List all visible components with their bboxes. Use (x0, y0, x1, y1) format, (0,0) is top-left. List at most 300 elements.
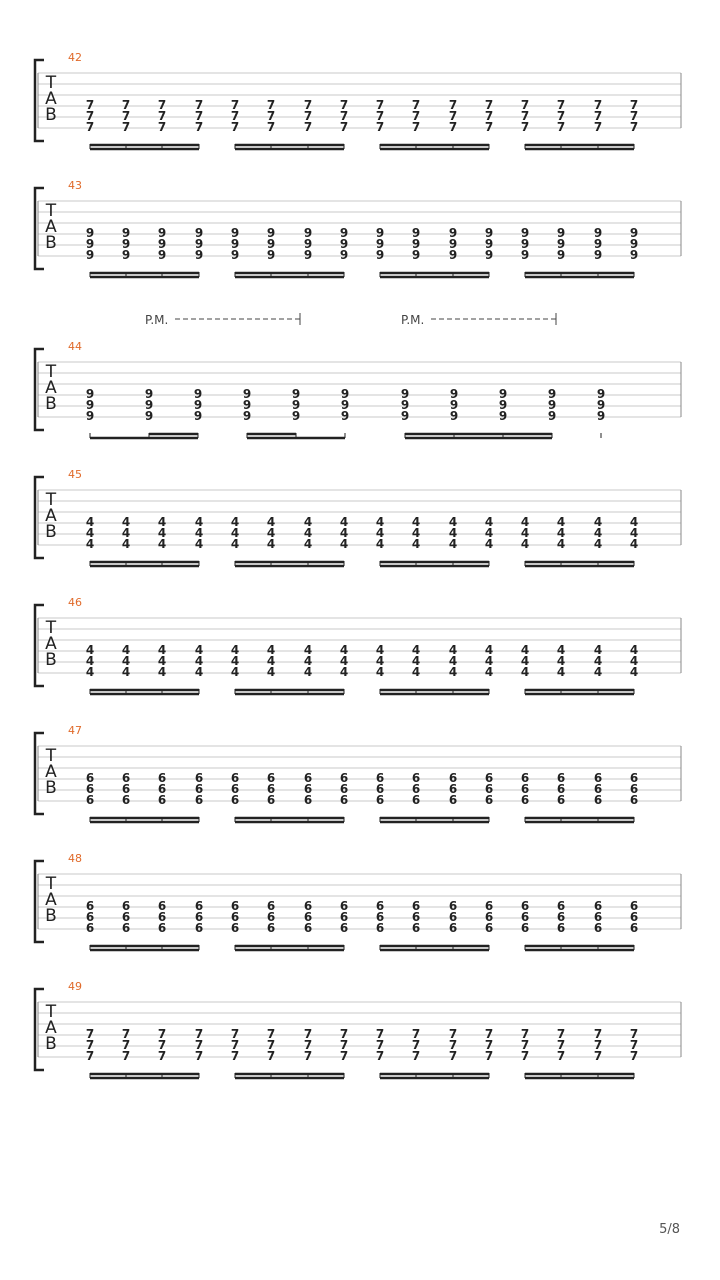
fret-number: 6 (411, 793, 421, 807)
fret-number: 9 (85, 398, 95, 412)
fret-number: 9 (484, 248, 494, 262)
fret-number: 4 (194, 665, 204, 679)
fret-number: 6 (556, 782, 566, 796)
fret-number: 4 (375, 515, 385, 529)
fret-number: 7 (593, 1038, 603, 1052)
fret-number: 9 (411, 237, 421, 251)
fret-number: 7 (194, 1049, 204, 1063)
fret-number: 4 (194, 643, 204, 657)
fret-number: 7 (448, 109, 458, 123)
fret-number: 4 (556, 654, 566, 668)
fret-number: 6 (593, 921, 603, 935)
fret-number: 4 (230, 654, 240, 668)
fret-number: 4 (230, 526, 240, 540)
fret-number: 4 (121, 654, 131, 668)
fret-number: 7 (520, 120, 530, 134)
fret-number: 6 (121, 910, 131, 924)
fret-number: 9 (230, 226, 240, 240)
fret-number: 4 (520, 537, 530, 551)
tab-clef-letter: B (45, 778, 57, 798)
fret-number: 9 (85, 409, 95, 423)
fret-number: 4 (85, 515, 95, 529)
fret-number: 7 (266, 109, 276, 123)
fret-number: 9 (547, 398, 557, 412)
fret-number: 9 (339, 237, 349, 251)
fret-number: 7 (303, 1027, 313, 1041)
fret-number: 7 (85, 120, 95, 134)
fret-number: 6 (484, 910, 494, 924)
fret-number: 6 (556, 899, 566, 913)
fret-number: 7 (339, 1038, 349, 1052)
fret-number: 4 (157, 537, 167, 551)
fret-number: 6 (375, 899, 385, 913)
fret-number: 9 (340, 409, 350, 423)
fret-number: 7 (411, 1038, 421, 1052)
fret-number: 4 (448, 643, 458, 657)
fret-number: 6 (629, 793, 639, 807)
fret-number: 7 (520, 98, 530, 112)
fret-number: 9 (547, 409, 557, 423)
fret-number: 7 (194, 1038, 204, 1052)
fret-number: 9 (593, 248, 603, 262)
fret-number: 6 (593, 782, 603, 796)
fret-number: 9 (449, 387, 459, 401)
fret-number: 9 (266, 248, 276, 262)
fret-number: 4 (339, 654, 349, 668)
palm-mute-label: P.M. (145, 313, 169, 327)
fret-number: 7 (593, 1049, 603, 1063)
fret-number: 4 (520, 526, 530, 540)
fret-number: 6 (556, 793, 566, 807)
fret-number: 4 (520, 515, 530, 529)
fret-number: 4 (556, 643, 566, 657)
fret-number: 4 (266, 537, 276, 551)
fret-number: 7 (520, 1038, 530, 1052)
system-bracket (35, 349, 44, 430)
fret-number: 7 (593, 120, 603, 134)
fret-number: 9 (340, 387, 350, 401)
fret-number: 7 (230, 120, 240, 134)
fret-number: 4 (593, 526, 603, 540)
fret-number: 9 (291, 387, 301, 401)
fret-number: 4 (411, 654, 421, 668)
fret-number: 4 (484, 537, 494, 551)
fret-number: 6 (448, 910, 458, 924)
fret-number: 7 (266, 120, 276, 134)
fret-number: 7 (556, 1027, 566, 1041)
fret-number: 7 (484, 1038, 494, 1052)
fret-number: 9 (484, 237, 494, 251)
fret-number: 9 (593, 226, 603, 240)
fret-number: 7 (556, 1038, 566, 1052)
fret-number: 7 (194, 109, 204, 123)
fret-number: 7 (157, 120, 167, 134)
fret-number: 7 (411, 109, 421, 123)
fret-number: 4 (375, 526, 385, 540)
fret-number: 4 (266, 643, 276, 657)
fret-number: 9 (448, 248, 458, 262)
fret-number: 6 (339, 921, 349, 935)
fret-number: 7 (194, 1027, 204, 1041)
fret-number: 9 (520, 226, 530, 240)
fret-number: 9 (144, 409, 154, 423)
fret-number: 4 (303, 515, 313, 529)
tab-clef-letter: B (45, 233, 57, 253)
fret-number: 4 (520, 643, 530, 657)
fret-number: 6 (194, 899, 204, 913)
fret-number: 6 (85, 899, 95, 913)
fret-number: 6 (230, 793, 240, 807)
fret-number: 6 (85, 921, 95, 935)
fret-number: 4 (448, 654, 458, 668)
fret-number: 7 (121, 120, 131, 134)
fret-number: 6 (448, 782, 458, 796)
tab-clef-letter: A (45, 89, 57, 109)
fret-number: 9 (375, 226, 385, 240)
fret-number: 9 (194, 237, 204, 251)
fret-number: 9 (411, 226, 421, 240)
fret-number: 7 (266, 98, 276, 112)
fret-number: 4 (157, 654, 167, 668)
fret-number: 7 (194, 98, 204, 112)
fret-number: 9 (193, 398, 203, 412)
fret-number: 7 (85, 1038, 95, 1052)
fret-number: 4 (157, 665, 167, 679)
fret-number: 9 (121, 237, 131, 251)
fret-number: 9 (291, 409, 301, 423)
fret-number: 6 (375, 782, 385, 796)
tab-clef-letter: B (45, 105, 57, 125)
fret-number: 7 (629, 120, 639, 134)
fret-number: 9 (193, 387, 203, 401)
fret-number: 6 (556, 921, 566, 935)
fret-number: 9 (242, 398, 252, 412)
fret-number: 6 (375, 793, 385, 807)
fret-number: 9 (230, 248, 240, 262)
fret-number: 4 (484, 526, 494, 540)
fret-number: 4 (593, 537, 603, 551)
measure-number: 47 (68, 724, 82, 737)
fret-number: 6 (157, 921, 167, 935)
fret-number: 4 (85, 537, 95, 551)
fret-number: 9 (303, 237, 313, 251)
fret-number: 9 (266, 226, 276, 240)
tab-clef-letter: A (45, 890, 57, 910)
fret-number: 9 (547, 387, 557, 401)
fret-number: 7 (157, 1049, 167, 1063)
fret-number: 6 (339, 910, 349, 924)
fret-number: 6 (266, 921, 276, 935)
fret-number: 4 (484, 643, 494, 657)
fret-number: 9 (556, 248, 566, 262)
fret-number: 6 (339, 771, 349, 785)
fret-number: 4 (629, 654, 639, 668)
fret-number: 9 (85, 248, 95, 262)
fret-number: 6 (303, 910, 313, 924)
fret-number: 6 (375, 910, 385, 924)
fret-number: 6 (194, 793, 204, 807)
fret-number: 9 (556, 226, 566, 240)
fret-number: 7 (375, 120, 385, 134)
tab-system (35, 724, 681, 822)
fret-number: 4 (375, 643, 385, 657)
fret-number: 9 (556, 237, 566, 251)
fret-number: 4 (520, 654, 530, 668)
fret-number: 6 (121, 899, 131, 913)
fret-number: 9 (85, 237, 95, 251)
fret-number: 4 (448, 665, 458, 679)
fret-number: 7 (484, 1027, 494, 1041)
fret-number: 6 (339, 782, 349, 796)
fret-number: 6 (194, 782, 204, 796)
fret-number: 7 (194, 120, 204, 134)
fret-number: 4 (121, 515, 131, 529)
fret-number: 4 (411, 537, 421, 551)
fret-number: 4 (303, 654, 313, 668)
fret-number: 4 (375, 665, 385, 679)
fret-number: 9 (121, 226, 131, 240)
fret-number: 6 (194, 910, 204, 924)
fret-number: 4 (593, 654, 603, 668)
fret-number: 7 (411, 98, 421, 112)
fret-number: 6 (266, 899, 276, 913)
fret-number: 6 (411, 921, 421, 935)
fret-number: 9 (448, 226, 458, 240)
fret-number: 9 (266, 237, 276, 251)
tab-clef-letter: A (45, 506, 57, 526)
fret-number: 7 (484, 109, 494, 123)
fret-number: 7 (157, 98, 167, 112)
fret-number: 7 (85, 109, 95, 123)
fret-number: 7 (556, 120, 566, 134)
fret-number: 7 (303, 98, 313, 112)
fret-number: 4 (194, 515, 204, 529)
fret-number: 4 (593, 643, 603, 657)
fret-number: 7 (121, 98, 131, 112)
fret-number: 9 (400, 398, 410, 412)
fret-number: 7 (121, 1038, 131, 1052)
fret-number: 7 (484, 98, 494, 112)
fret-number: 9 (303, 226, 313, 240)
fret-number: 9 (303, 248, 313, 262)
fret-number: 6 (230, 921, 240, 935)
fret-number: 6 (194, 771, 204, 785)
fret-number: 6 (629, 921, 639, 935)
fret-number: 6 (520, 782, 530, 796)
fret-number: 6 (520, 899, 530, 913)
fret-number: 4 (520, 665, 530, 679)
fret-number: 6 (266, 782, 276, 796)
fret-number: 7 (85, 1049, 95, 1063)
fret-number: 9 (144, 387, 154, 401)
palm-mute-label: P.M. (401, 313, 425, 327)
fret-number: 9 (520, 248, 530, 262)
fret-number: 6 (629, 899, 639, 913)
fret-number: 6 (629, 782, 639, 796)
fret-number: 7 (230, 1049, 240, 1063)
fret-number: 9 (629, 237, 639, 251)
fret-number: 7 (339, 120, 349, 134)
fret-number: 7 (448, 120, 458, 134)
fret-number: 6 (85, 910, 95, 924)
fret-number: 7 (266, 1049, 276, 1063)
fret-number: 7 (375, 109, 385, 123)
fret-number: 6 (266, 793, 276, 807)
fret-number: 4 (629, 537, 639, 551)
fret-number: 6 (593, 793, 603, 807)
fret-number: 4 (85, 654, 95, 668)
fret-number: 7 (411, 1049, 421, 1063)
fret-number: 4 (448, 515, 458, 529)
fret-number: 7 (629, 1038, 639, 1052)
fret-number: 6 (520, 921, 530, 935)
fret-number: 6 (593, 771, 603, 785)
fret-number: 4 (593, 515, 603, 529)
fret-number: 6 (85, 782, 95, 796)
fret-number: 4 (629, 665, 639, 679)
fret-number: 4 (484, 654, 494, 668)
fret-number: 4 (121, 537, 131, 551)
fret-number: 7 (230, 1038, 240, 1052)
fret-number: 9 (157, 248, 167, 262)
fret-number: 7 (303, 120, 313, 134)
fret-number: 6 (157, 899, 167, 913)
fret-number: 4 (411, 643, 421, 657)
system-bracket (35, 477, 44, 558)
fret-number: 7 (629, 98, 639, 112)
fret-number: 9 (498, 398, 508, 412)
fret-number: 6 (230, 782, 240, 796)
fret-number: 7 (157, 1027, 167, 1041)
fret-number: 6 (194, 921, 204, 935)
fret-number: 7 (629, 1027, 639, 1041)
fret-number: 4 (303, 643, 313, 657)
fret-number: 6 (411, 771, 421, 785)
tab-clef-letter: T (45, 746, 57, 766)
fret-number: 4 (339, 537, 349, 551)
fret-number: 6 (303, 899, 313, 913)
fret-number: 4 (593, 665, 603, 679)
fret-number: 4 (556, 515, 566, 529)
fret-number: 6 (556, 910, 566, 924)
fret-number: 4 (230, 537, 240, 551)
fret-number: 7 (303, 109, 313, 123)
fret-number: 9 (596, 398, 606, 412)
fret-number: 7 (303, 1049, 313, 1063)
fret-number: 6 (375, 921, 385, 935)
fret-number: 6 (157, 771, 167, 785)
fret-number: 7 (339, 1049, 349, 1063)
tab-system (35, 313, 681, 438)
fret-number: 4 (484, 515, 494, 529)
fret-number: 9 (242, 409, 252, 423)
fret-number: 9 (339, 248, 349, 262)
fret-number: 9 (596, 387, 606, 401)
fret-number: 4 (85, 526, 95, 540)
fret-number: 7 (448, 1038, 458, 1052)
fret-number: 4 (556, 537, 566, 551)
fret-number: 7 (266, 1038, 276, 1052)
fret-number: 7 (375, 1027, 385, 1041)
fret-number: 4 (121, 665, 131, 679)
fret-number: 7 (121, 1049, 131, 1063)
fret-number: 6 (593, 910, 603, 924)
tab-clef-letter: A (45, 634, 57, 654)
fret-number: 4 (556, 526, 566, 540)
fret-number: 7 (593, 1027, 603, 1041)
measure-number: 44 (68, 340, 82, 353)
fret-number: 6 (629, 771, 639, 785)
fret-number: 4 (339, 526, 349, 540)
fret-number: 6 (157, 910, 167, 924)
fret-number: 7 (448, 1027, 458, 1041)
fret-number: 6 (157, 782, 167, 796)
system-bracket (35, 60, 44, 141)
fret-number: 4 (157, 526, 167, 540)
fret-number: 6 (339, 899, 349, 913)
fret-number: 6 (484, 899, 494, 913)
fret-number: 6 (303, 771, 313, 785)
fret-number: 4 (411, 515, 421, 529)
fret-number: 6 (85, 793, 95, 807)
fret-number: 4 (484, 665, 494, 679)
fret-number: 9 (400, 409, 410, 423)
fret-number: 9 (157, 226, 167, 240)
fret-number: 7 (339, 98, 349, 112)
fret-number: 4 (629, 643, 639, 657)
fret-number: 7 (411, 1027, 421, 1041)
fret-number: 6 (230, 771, 240, 785)
measure-number: 42 (68, 51, 82, 64)
tab-clef-letter: T (45, 362, 57, 382)
fret-number: 4 (85, 643, 95, 657)
fret-number: 6 (230, 899, 240, 913)
fret-number: 9 (339, 226, 349, 240)
fret-number: 6 (230, 910, 240, 924)
fret-number: 7 (375, 1038, 385, 1052)
fret-number: 9 (375, 248, 385, 262)
fret-number: 7 (339, 109, 349, 123)
fret-number: 9 (520, 237, 530, 251)
tab-system (35, 51, 681, 149)
fret-number: 4 (303, 526, 313, 540)
tab-clef-letter: B (45, 906, 57, 926)
fret-number: 6 (484, 921, 494, 935)
fret-number: 6 (448, 771, 458, 785)
fret-number: 9 (121, 248, 131, 262)
tab-system (35, 980, 681, 1078)
system-bracket (35, 733, 44, 814)
fret-number: 6 (484, 793, 494, 807)
measure-number: 46 (68, 596, 82, 609)
fret-number: 7 (629, 1049, 639, 1063)
fret-number: 6 (448, 921, 458, 935)
fret-number: 9 (157, 237, 167, 251)
fret-number: 9 (484, 226, 494, 240)
fret-number: 9 (400, 387, 410, 401)
measure-number: 45 (68, 468, 82, 481)
fret-number: 6 (411, 910, 421, 924)
fret-number: 6 (266, 771, 276, 785)
system-bracket (35, 989, 44, 1070)
fret-number: 4 (629, 515, 639, 529)
fret-number: 7 (556, 98, 566, 112)
fret-number: 7 (520, 1027, 530, 1041)
fret-number: 7 (629, 109, 639, 123)
fret-number: 4 (121, 643, 131, 657)
fret-number: 7 (230, 109, 240, 123)
fret-number: 7 (230, 98, 240, 112)
